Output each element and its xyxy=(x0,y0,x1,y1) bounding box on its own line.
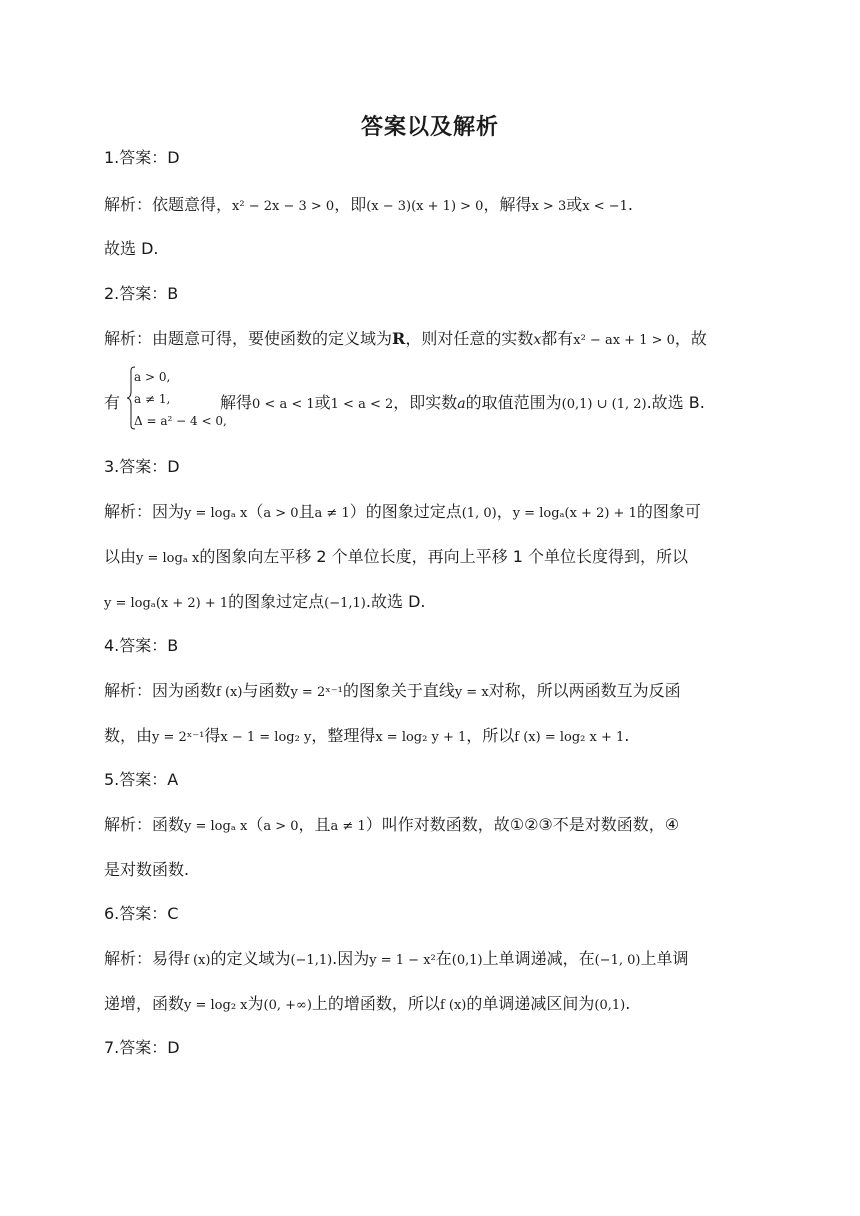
q3-math: a ≠ 1 xyxy=(314,506,350,521)
q4-analysis-1 xyxy=(104,680,764,704)
q2-analysis xyxy=(104,328,764,352)
q6-text: 上的增函数，所以 xyxy=(311,994,440,1013)
q2-math: 1 < a < 2 xyxy=(330,397,394,412)
q5-text: ）叫作对数函数，故①②③不是对数函数，④ xyxy=(365,815,680,834)
q2-system-row: a ≠ 1, xyxy=(134,392,171,406)
q6-analysis-1 xyxy=(104,948,764,972)
q6-text: 的定义域为 xyxy=(210,949,291,968)
q3-text: 的图象可 xyxy=(636,502,701,521)
q6-math: (0,1) xyxy=(451,953,483,968)
q3-analysis-2 xyxy=(104,546,764,570)
q6-math: (0, +∞) xyxy=(263,998,312,1013)
q6-text: 为 xyxy=(247,994,264,1013)
q2-text: 有 xyxy=(104,393,121,412)
q5-text: （ xyxy=(247,815,264,834)
page-title: 答案以及解析 xyxy=(360,115,499,140)
q1-text: 解析：依题意得， xyxy=(104,195,233,214)
q2-system-row: a > 0, xyxy=(134,370,171,384)
q4-math: x = log₂ y + 1 xyxy=(375,730,467,745)
q4-math: f (x) xyxy=(216,685,243,700)
q5-answer: 5.答案：A xyxy=(104,770,179,789)
q4-text: 解析：因为函数 xyxy=(104,681,217,700)
q4-text: 与函数 xyxy=(242,681,291,700)
q1-answer: 1.答案：D xyxy=(104,148,180,167)
q2-text: 解析：由题意可得，要使函数的定义域为 xyxy=(104,329,393,348)
q5-math: a > 0 xyxy=(263,819,299,834)
q3-text: 解析：因为 xyxy=(104,502,185,521)
q2-system-line xyxy=(104,366,804,436)
q2-text: 的取值范围为 xyxy=(465,393,562,412)
q5-text: 解析：函数 xyxy=(104,815,185,834)
q3-math: y = logₐ x xyxy=(136,551,200,566)
q3-math: y = logₐ(x + 2) + 1 xyxy=(512,506,637,521)
q3-text: 且 xyxy=(298,502,315,521)
q1-text: . xyxy=(627,195,633,214)
q6-text: 的单调递减区间为 xyxy=(466,994,595,1013)
q2-system-row: Δ = a² − 4 < 0, xyxy=(134,414,227,428)
q2-text: 都有 xyxy=(541,329,574,348)
q4-math: f (x) = log₂ x + 1 xyxy=(514,730,625,745)
q5-math: y = logₐ x xyxy=(184,819,248,834)
q2-math: 0 < a < 1 xyxy=(252,397,315,412)
q1-analysis xyxy=(104,194,764,218)
q1-text: ，即 xyxy=(334,195,367,214)
q2-text: 或 xyxy=(314,393,331,412)
q3-answer: 3.答案：D xyxy=(104,457,180,476)
q2-real-set: R xyxy=(392,329,406,348)
q5-math: a ≠ 1 xyxy=(330,819,366,834)
q2-answer: 2.答案：B xyxy=(104,284,179,303)
q1-text: ，解得 xyxy=(483,195,532,214)
q6-math: f (x) xyxy=(184,953,211,968)
q6-math: y = log₂ x xyxy=(184,998,248,1013)
q6-text: 解析：易得 xyxy=(104,949,185,968)
q6-text: . xyxy=(625,994,631,1013)
q4-math: x − 1 = log₂ y xyxy=(220,730,312,745)
q4-text: . xyxy=(624,726,630,745)
q6-answer: 6.答案：C xyxy=(104,904,179,923)
q4-text: ，所以 xyxy=(466,726,515,745)
q4-answer: 4.答案：B xyxy=(104,636,179,655)
q4-math: y = 2ˣ⁻¹ xyxy=(290,685,343,700)
q3-math: (−1,1) xyxy=(324,596,366,611)
q6-math: (0,1) xyxy=(594,998,626,1013)
q4-text: 得 xyxy=(204,726,221,745)
q3-analysis-1 xyxy=(104,501,764,525)
q2-text: ，故 xyxy=(674,329,707,348)
q4-text: ，整理得 xyxy=(311,726,376,745)
q3-text: .故选 D. xyxy=(365,592,426,611)
q3-text: ）的图象过定点 xyxy=(349,502,462,521)
q6-text: .因为 xyxy=(332,949,370,968)
q2-math: x xyxy=(533,332,542,348)
q6-text: 递增，函数 xyxy=(104,994,185,1013)
q3-text: （ xyxy=(247,502,264,521)
q5-analysis-1 xyxy=(104,814,764,838)
q1-conclusion: 故选 D. xyxy=(104,239,159,258)
q2-math: x² − ax + 1 > 0 xyxy=(573,333,675,348)
q6-text: 在 xyxy=(435,949,452,968)
q3-math: a > 0 xyxy=(263,506,299,521)
q4-text: 对称，所以两函数互为反函 xyxy=(488,681,681,700)
q5-analysis-2: 是对数函数. xyxy=(104,860,190,879)
q2-math: a xyxy=(457,396,466,412)
q3-text: 的图象向左平移 2 个单位长度，再向上平移 1 个单位长度得到，所以 xyxy=(199,547,689,566)
q3-text: 以由 xyxy=(104,547,137,566)
q2-text: ，则对任意的实数 xyxy=(405,329,534,348)
q4-text: 数，由 xyxy=(104,726,153,745)
q6-math: f (x) xyxy=(439,998,467,1013)
q6-analysis-2 xyxy=(104,993,764,1017)
q5-text: ，且 xyxy=(298,815,331,834)
q3-math: (1, 0) xyxy=(461,506,497,521)
q6-math: y = 1 − x² xyxy=(369,953,436,968)
q1-math: x > 3 xyxy=(531,199,567,214)
q3-math: y = logₐ(x + 2) + 1 xyxy=(104,596,229,611)
q4-math: y = x xyxy=(454,685,489,700)
q6-text: 上单调递减，在 xyxy=(482,949,595,968)
q1-math: (x − 3)(x + 1) > 0 xyxy=(366,199,484,214)
q2-text: .故选 B. xyxy=(646,393,705,412)
q4-math: y = 2ˣ⁻¹ xyxy=(152,730,205,745)
q6-text: 上单调 xyxy=(640,949,689,968)
q1-math: x² − 2x − 3 > 0 xyxy=(232,199,335,214)
q6-math: (−1,1) xyxy=(290,953,333,968)
q3-text: ， xyxy=(496,502,513,521)
q2-text: 解得 xyxy=(220,393,253,412)
q4-text: 的图象关于直线 xyxy=(342,681,455,700)
q7-answer: 7.答案：D xyxy=(104,1038,180,1057)
q2-system xyxy=(134,366,227,432)
q2-text: ，即实数 xyxy=(393,393,458,412)
q3-text: 的图象过定点 xyxy=(228,592,325,611)
q3-math: y = logₐ x xyxy=(184,506,248,521)
q6-math: (−1, 0) xyxy=(594,953,641,968)
q2-result xyxy=(220,390,705,413)
q1-math: x < −1 xyxy=(582,199,628,214)
q4-analysis-2 xyxy=(104,725,764,749)
q3-analysis-3 xyxy=(104,591,764,615)
q2-math: (0,1) ∪ (1, 2) xyxy=(561,397,647,412)
q1-text: 或 xyxy=(566,195,583,214)
